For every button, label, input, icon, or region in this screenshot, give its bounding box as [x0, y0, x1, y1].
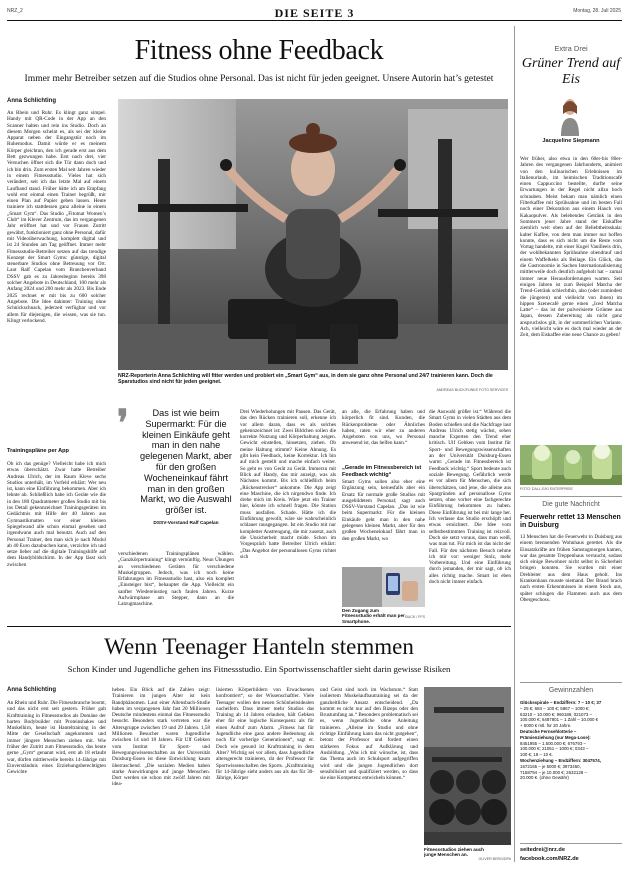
lotto-line: 100 €; 18 – 10 €.: [520, 752, 553, 758]
lotto-numbers: [520, 700, 622, 781]
lotto-line: Glücksspirale – Endziffern: 7 – 10 €; 37: [520, 700, 602, 705]
sidebar-kicker: Extra Drei: [554, 44, 588, 53]
section-title: DIE SEITE 3: [274, 6, 355, 20]
article2-headline: Wenn Teenager Hanteln stemmen: [104, 634, 414, 659]
article1-col4-subhead: „Gerade im Fitnessbereich ist Feedback wichtig“: [342, 465, 422, 478]
lotto-line: 100.000 €; 21051 – 1000 €; 0343 –: [520, 746, 589, 752]
quote-mark-icon: ❜: [117, 403, 129, 443]
sidebar-title: Grüner Trend auf Eis: [521, 56, 621, 87]
lotto-line: 1672165 – je 5000 €; 3973450,: [520, 763, 581, 769]
lotto-line: Wochenziehung – Endziffern: 3047574,: [520, 757, 601, 763]
sidebar-divider: [514, 26, 515, 862]
article2-col4: und Geist sind noch im Wachstum.“ Statt isoliertem Muskelaufbautraining sei da der ganzheitliche Ansatz entscheidend. „Da kommt es nicht nur auf den Bizeps oder den Brustumfang an.“ Besonders problematisch sei es, wenn Jugendliche ohne Anleitung trainieren. „Alleine im Studio und ohne richtige Einführung kann das nicht gutgehen“, betont der Professor und fordert einen stärkeren Fokus auf Aufklärung und Ausbildung. „Was ich mir wünsche, ist, dass das Thema auch im Schulsport aufgegriffen wird und die jungen Jugendlichen dort sensibilisiert und qualifiziert werden, so dass sie eine Kompetenz entwickeln können.“: [320, 687, 418, 782]
good-news-title: Feuerwehr rettet 13 Menschen in Duisburg: [520, 514, 621, 530]
lotto-line: + 5000 € mtl. für 20 Jahre.: [520, 723, 572, 729]
lotto-line: – 25 €; 684 – 100 €; 5867 – 1000 €;: [520, 705, 590, 711]
article2-author: Anna Schlichting: [7, 687, 57, 693]
article2-photo-credit: OLIVER BERG/DPA: [478, 857, 511, 861]
article2-photo-caption: Fitnessstudios ziehen auch junge Menschen an.: [424, 847, 484, 858]
page-date: Montag, 28. Juli 2025: [573, 8, 621, 14]
lotto-line: 100.000 €; 6487801 – 1 Zahl – 10.000 €: [520, 717, 599, 723]
lotto-line: 63210 – 10.000 €; 960188, 021073 –: [520, 711, 593, 717]
article1-photo-credit: ANDREAS BUCK/FUNKE FOTO SERVICES: [436, 388, 508, 392]
lotto-kicker: Gewinnzahlen: [548, 687, 594, 694]
article1-col5: die Auswahl größer ist.“ Während die Smart Gyms in vielen Städten aus dem Boden schießen und die Nachfrage laut Andreas Ulrich stetig wächst, sehen manche Experten den Trend eher kritisch. Ulf Gebken vom Institut für Sport- und Bewegungswissenschaften an der Universität Duisburg-Essen warnt: „Gerade im Fitnessbereich ist Feedback wichtig.“ Sport bedeute auch soziale Bewegung. Gefährlich werde es vor allem für Menschen, die sich überschätzen, und jene, die alleine aus Spargründen auf personallose Gyms setzen, ohne vorher eine fachgerechte Einführung bekommen zu haben. Diese Einführung ist bei mir lange her. Ich verlasse das Studio erschöpft und etwas ernüchtert. Die Idee vom selbstbestimmten Training ist reizvoll. Doch sie setzt voraus, dass man weiß, was man tut. Für mich ist das nicht der Fall. Für den nächsten Besuch nehme ich mir vor: weniger Stolz, mehr Vorbereitung. Und eine Einführung durch jemanden, der mir sagt, ob ich alles richtig mache. Smart ist eben doch nicht immer einfach.: [429, 409, 511, 586]
good-news-rule: [520, 496, 622, 497]
article1-col4-b: Smart Gyms sollen also eher eine Ergänzung sein, keinesfalls aber ein Ersatz für normale große Studios mit ausgebildetem Personal; sagt auch DSSV-Vorstand Capelan. „Das ist wie beim Supermarkt: Für die kleinen Einkäufe geht man in den nahe gelegenen kleinen Markt, aber für den großen Wocheneinkauf fährt man in den großen Markt, wo: [342, 479, 425, 542]
article1-col1-a: An Rhein und Ruhr. Es klingt ganz simpel. Handy mit QR-Code in der App an den Scanner halten und rein ins Studio. Doch an diesem Morgen scheint es, als sei der kleine Apparat neben der Eingangstür noch im Ruhemodus. Damit würde er es meinem Körper gleichtun, den ich gerade erst aus dem Bett gezwungen habe. Erst nach drei, vier Versuchen öffnet sich die Tür dann doch und ich bin drin. Zum ersten Mal seit Jahren wieder in einem Fitnessstudio. Vieles hat sich verändert, seit ich das letzte Mal auf einem Laufband stand. Früher hätte ich am Empfang wohl erst einmal einen Trainer begrüßt, mir einen Plan auf Papier geben lassen. Heute trainiere ich stattdessen ganz alleine in einem „Smart Gym“. Das Studio „Fitomat Women’s Club“ im Klever Zentrum, das im vergangenen Jahr eröffnet hat und vor Frauen Zutritt gewährt, funktioniert ganz ohne Personal, dafür mit Videoüberwachung, komplett digital und ist 24 Stunden am Tag geöffnet. Immer mehr Fitnessstudio-Betreiber setzen auf das trendige Konzept der Smart Gyms: günstige, digital steuerbare Studios ohne Betreuung vor Ort. Laut Ralf Capelan vom Branchenverband DSSV gab es zu Jahresbeginn bereits 398 solcher Angebote in Deutschland, 100 mehr als Anfang 2024 und 200 mehr als 2023. Bis Ende 2025 rechnet er mit bis zu 600 solcher Angebote. Die Idee dahinter: Training ohne Schnickschnack, jederzeit verfügbar und vor allem für diejenigen, die wissen, was sie tun. Klingt verlockend.: [7, 110, 106, 324]
lotto-line: Prämienziehung (nur Mega-Lose):: [520, 734, 591, 740]
article2-col1: An Rhein und Ruhr. Die Fitnessbranche boomt, und das nicht erst seit gestern. Früher galt Krafttraining in Fitnessstudios als Domäne der harten Bodybuilder mit Proteinshakes und Muskelhirn, heute ist Hanteltraining in der Mitte der Gesellschaft angekommen und immer jüngere Menschen ziehen mit. Wie früher der Zutritt zum Fitnessstudio, das heute gerne „Gym“ genannt wird, erst ab 18 erlaubt war, dürfen mittlerweile bereits 14-Jährige mit Einverständnis eines Erziehungsberechtigten Gewichte: [7, 700, 106, 776]
matcha-image-credit: FOTO: DALL-E/KI ENTERPRISE: [520, 487, 573, 491]
article1-subhead: Immer mehr Betreiber setzen auf die Studios ohne Personal. Das ist nicht für jeden geeignet. Unsere Autorin hat’s getestet: [24, 73, 494, 84]
contact-email[interactable]: seitedrei@nrz.de: [520, 847, 565, 853]
author-portrait: [560, 96, 580, 136]
article1-photo-caption: NRZ-Reporterin Anna Schlichting will fitter werden und probiert ein „Smart Gym“ aus, in dem sie ganz ohne Personal und 24/7 trainieren kann. Doch die Sparstudios sind nicht für jeden geeignet.: [118, 373, 493, 386]
lotto-rule: [520, 682, 622, 683]
lotto-line: 7158794 – je 10.000 €; 2632128 –: [520, 769, 587, 775]
header-rule: [7, 20, 622, 21]
good-news-body: 13 Menschen hat die Feuerwehr in Duisburg aus einem brennenden Wohnhaus gerettet. Als die Einsatzkräfte am frühen Samstagmorgen kamen, war das gesamte Treppenhaus verraucht, sodass sich einige Bewohner nicht selbst in Sicherheit bringen konnten. Sie wurden mit einer Drehleiter aus dem Haus geholt. Ins Krankenhaus musste niemand. Der Brand brach nach ersten Erkenntnissen in einem Stock aus, später schlugen die Flammen auch aus dem Obergeschoss.: [520, 534, 622, 603]
article1-col3: Drei Wiederholungen mit Pausen. Das Gerät, das den Rücken trainieren soll, erkenne ich vor allem daran, dass es als solches gekennzeichnet ist: Zwei Bildchen sollen die korrekte Nutzung und Körperhaltung zeigen. Gewicht einstellen, hinsetzen, ziehen. Ob meine Haltung stimmt? Keine Ahnung. Es gibt kein Feedback, keine Korrektur. Ich bin auf mich gestellt und mache einfach weiter. So geht es von Gerät zu Gerät. Immerzu mit Blick auf Handy, das mir anzeigt, was als Nächstes kommt. Bis ich schließlich beim „Rückenstrecker“ ankomme. Die App zeigt eine Maschine, die ich nirgendwo finde. Ich drehe mich im Kreis. Wäre jetzt ein Trainer hier, könnte ich schnell fragen. Die Station muss ausfallen. Schade. Hätte ich die Einführung gewollt, wäre sie wahrscheinlich schlauer rausgegangen. Ist ein Studio mit nur kompletter Anstrengung, die mir zusetzt, auch die Unsicherheit macht müde. Schon im Vorgespräch hatte Betreiber Ulrich erklärt: „Das Angebot der personallosen Gyms richtet sich: [240, 409, 336, 560]
article1-col2-b: verschiedenen Trainingsplänen wählen. „Ganzkörpertraining“ klingt vernünftig. Neun Übungen an verschiedenen Geräten für verschiedene Muskelgruppen. Jedoch, was ich noch keine Erfahrungen im Fitnessstudio hast, also ein komplett „Einsteiger bist“, behauptet die App. Vielleicht ein sanfter Wiedereinstieg nach faulen Jahren. Kurze Aufwärmphase am Stepper, dann an die Latzugmaschine.: [118, 551, 234, 608]
article2-subhead: Schon Kinder und Jugendliche gehen ins Fitnessstudio. Ein Sportwissenschaftler sieht darin gewisse Risiken: [67, 664, 451, 674]
article2-col3: lisierten Körperbildern von Erwachsenen konfrontiert“, so der Wissenschaftler. Viele Teenager wollen den neuen Schönheitsidealen nacheifern. Dass immer mehr Studios das Training ab 14 Jahren erlauben, hält Gebken eher für eine logische Konsequenz als für einen Aufruf zum Alarm. „Fitness hat für Jugendliche eine ganz andere Bedeutung als noch für vorherige Generationen“, sagt er. Doch wie gesund ist Krafttraining in dem Alter? Wichtig sei vor allem, dass Jugendliche altersgerecht trainieren, rät der Professor für Sportwissenschaften des Sports. „Krafttraining für 14-Jährige sieht anders aus als das für 30-Jährige, Körper: [216, 687, 314, 782]
article1-col1-subhead: Trainingspläne per App: [7, 448, 69, 454]
smartphone-access-photo: [342, 567, 425, 607]
lotto-line: 8451955 – 1.500.000 €; 676793 –: [520, 740, 586, 746]
article1-small-credit: BUCK / FFS: [405, 615, 425, 619]
article1-quote-attribution: DSSV-Vorstand Ralf Capelan: [153, 521, 219, 526]
article1-quote: Das ist wie beim Supermarkt: Für die kleinen Einkäufe geht man in den nahe gelegenen Markt, aber für den großen Wocheneinkauf fährt man in den großen Markt, wo die Auswahl größer ist.: [140, 408, 232, 516]
article2-col2: heben. Ein Blick auf die Zahlen zeigt: Trainieren im jungen Alter ist kein Randphänomen. Laut einer Allensbach-Studie haben im vergangenen Jahr fast 20 Millionen Deutsche mindestens einmal das Fitnessstudio besucht. Besonders stark vertreten war die Altersgruppe zwischen 19 und 29 Jahren. 1,58 Millionen Besucher waren Jugendliche zwischen 14 und 18 Jahren. Für Ulf Gebken vom Institut für Sport- und Bewegungswissenschaften an der Universität Duisburg-Essen ist diese Entwicklung kaum überraschend. „Die sozialen Medien haben starke Auswirkungen auf junge Menschen. Dort werden sie schon mit zwölf Jahren mit idea-: [112, 687, 210, 788]
article1-col1-b: Ob ich das genüge? Vielleicht habe ich mich etwas überschätzt. Zwar hatte Betreiber Andreas Ulrich, der im Raum Kleve sechs Studios unterhält, im Vorfeld erklärt: Wer neu ist, kann eine Einführung bekommen. Aber ich lehnte ab. Schließlich habe ich Geräte wie die in den 180 Quadratmeter großen Studio mit bis ins Detail gekennzeichnet Trainingsgeräten im Gedächtnis mit Hilfe der 40 Jahren aus Gymnastikmatten vor einer kleinen Spiegelwand alle schon einmal gesehen und irgendwann auch mal benutzt. Auch auf den Personal Trainer, den man sich je nach Modul ab 40 Euro dazubuchen kann, verzichte ich und setze lieber auf die digitale Trainingshilfe auf dem Handybildschirm. In der App lässt sich zwischen: [7, 461, 106, 568]
matcha-ice-cream-image: [520, 445, 622, 485]
article2-dumbbells-photo: [424, 687, 511, 845]
article1-small-caption: Den Zugang zum Fitnessstudio erhält man per Smartphone.: [342, 608, 405, 624]
good-news-kicker: Die gute Nachricht: [542, 501, 600, 508]
article-separator: [7, 626, 511, 627]
sidebar-body: Wer früher, also etwa in den 60er-bis 80er-Jahren des vergangenen Jahrhunderts, animiert von den kulinarischen Erlebnissen im Italienurlaub, im heimischen Traditionscafé einen Cappuccino bestellte, durfte seine Erwartungen in der Regel nicht allzu hoch schrauben. Meist bekam man nämlich einen Filterkaffee mit Sprühsahne und im besten Fall noch einer Dekoration aus einem Hauch von Kakaopulver. Als belebendes Getränk in den Sommern jener Jahre stand der Eiskaffee ziemlich weit oben auf der Beliebtheitsskala: kalter Kaffee, von dem man immer nur hoffen konnte, dass es sich nicht um die Reste vom Vortag handelte, mit einer Kugel Vanilleeis drin, der wohlbekannten Sprühsahne obendrauf und einem Waffelkeks als Beilage. Ein Glück, das die Gastronomie in Sachen Internationalisierung mittlerweile doch deutlich aufgeholt hat – zumal immer neue Herausforderungen warten. Seit einigen Jahren ist zum Beispiel Matcha der Trend-Getränk schlechthin, also (oder zumindest die jüngeren) und vielleicht von ihnen) im hippen Szenecafé gerne einen „Iced Matcha Latte“ – das ist der pulverisierte Grüntee aus Japan, dessen Zubereitung als nicht ganz anspruchslos gilt, in der sommerlichen Variante. Ach, vielleicht wäre es doch mal wieder an der Zeit, dem Eiskaffee eine neue Chance zu geben!: [520, 156, 622, 339]
contact-rule: [520, 843, 622, 844]
contact-facebook[interactable]: facebook.com/NRZ.de: [520, 856, 579, 862]
sidebar-author: Jacqueline Siepmann: [542, 138, 600, 144]
article1-headline: Fitness ohne Feedback: [134, 35, 384, 66]
lotto-line: 20.000 €. (ohne Gewähr): [520, 775, 569, 781]
article1-author: Anna Schlichting: [7, 98, 57, 104]
page-id: NRZ_2: [7, 8, 23, 14]
article1-col4-a: an alle, die Erfahrung haben und körperlich fit sind. Kunden, die Rückenprobleme oder Ähnliches haben, raten wir eher zu anderen Angeboten von uns, wo Personal anwesend ist, das helfen kann.“: [342, 409, 425, 447]
lotto-line: Deutsche Fernsehlotterie –: [520, 728, 577, 734]
article1-main-photo: [118, 99, 508, 370]
